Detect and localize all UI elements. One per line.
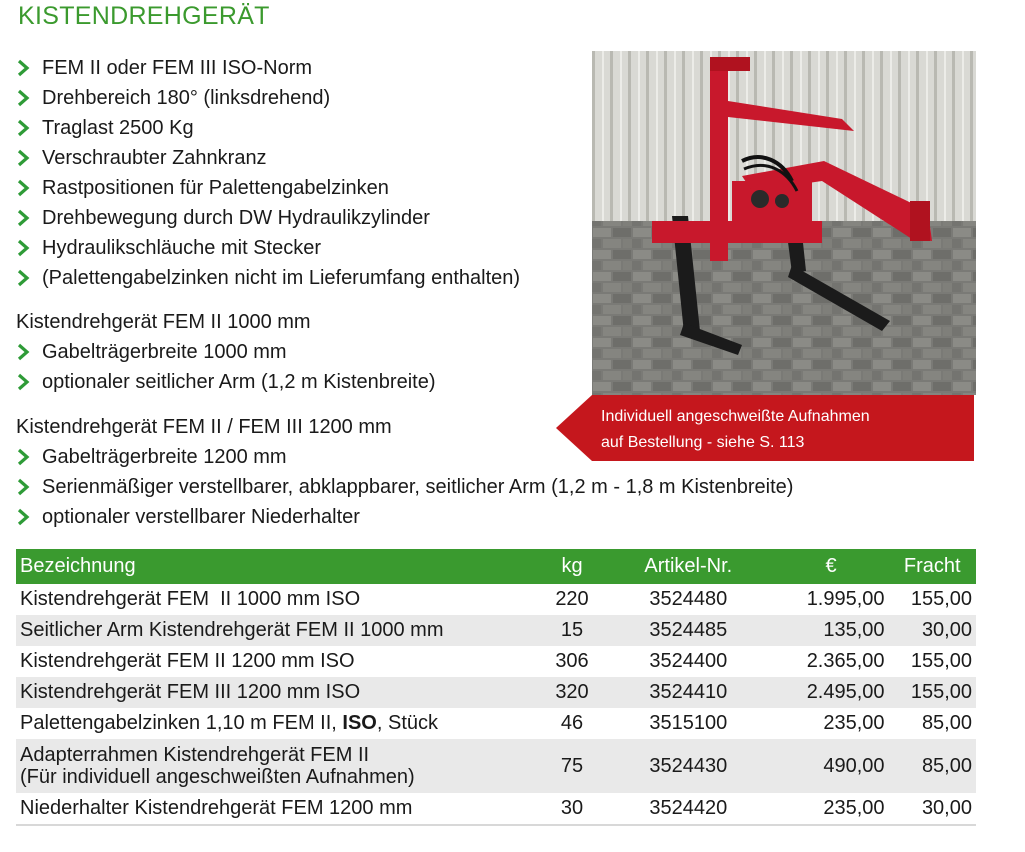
column-header-kg: kg — [541, 549, 603, 584]
cell-article-number: 3524400 — [649, 650, 728, 672]
table-row — [16, 677, 976, 708]
chevron-right-icon — [16, 89, 30, 107]
cell-kg: 46 — [560, 712, 584, 734]
chevron-right-icon — [16, 343, 30, 361]
cell-freight: 30,00 — [889, 615, 976, 646]
cell-price: 2.365,00 — [806, 650, 885, 672]
chevron-right-icon — [16, 478, 30, 496]
cell-freight: 155,00 — [910, 650, 972, 672]
column-header-price: € — [773, 549, 888, 584]
cell-name — [16, 708, 541, 739]
list-item — [16, 263, 520, 293]
cell-kg: 306 — [555, 650, 589, 672]
callout-line: auf Bestellung - siehe S. 113 — [601, 434, 805, 451]
cell-kg: 30 — [541, 793, 603, 825]
column-header-fracht: Fracht — [889, 549, 976, 584]
feature-text: Verschraubter Zahnkranz — [42, 146, 267, 169]
callout-line: Individuell angeschweißte Aufnahmen — [601, 408, 870, 425]
list-item — [16, 83, 520, 113]
table-row — [16, 708, 976, 739]
feature-text: Drehbereich 180° (linksdrehend) — [42, 86, 331, 109]
cell-price: 135,00 — [773, 615, 888, 646]
list-item — [16, 143, 520, 173]
chevron-right-icon — [16, 508, 30, 526]
chevron-right-icon — [16, 149, 30, 167]
cell-price: 1.995,00 — [806, 588, 885, 610]
section-item-text: Serienmäßiger verstellbarer, abklappbarer, seitlicher Arm (1,2 m - 1,8 m Kistenbreite) — [42, 475, 794, 498]
table-row — [16, 615, 976, 646]
cell-price: 235,00 — [773, 793, 888, 825]
cell-article-number: 3524410 — [603, 677, 773, 708]
feature-text: Rastpositionen für Palettengabelzinken — [42, 176, 389, 199]
cell-name: Kistendrehgerät FEM III 1200 mm ISO — [16, 677, 541, 708]
feature-text: Traglast 2500 Kg — [42, 116, 194, 139]
section-title: Kistendrehgerät FEM II 1000 mm — [16, 311, 311, 333]
table-row — [16, 739, 976, 793]
table-row — [16, 646, 976, 677]
cell-freight: 30,00 — [889, 793, 976, 825]
list-item — [16, 53, 520, 83]
column-header-artikel-nr: Artikel-Nr. — [603, 549, 773, 584]
feature-text: FEM II oder FEM III ISO-Norm — [42, 56, 313, 79]
section-item-text: optionaler seitlicher Arm (1,2 m Kistenbreite) — [42, 370, 436, 393]
list-item — [16, 472, 793, 502]
section-item-text: Gabelträgerbreite 1000 mm — [42, 340, 287, 363]
cell-kg: 220 — [555, 588, 589, 610]
chevron-right-icon — [16, 209, 30, 227]
list-item — [16, 203, 520, 233]
cell-article-number: 3524485 — [603, 615, 773, 646]
cell-price: 235,00 — [823, 712, 885, 734]
cell-name-line: (Für individuell angeschweißten Aufnahmen) — [20, 766, 415, 788]
page-title: KISTENDREHGERÄT — [18, 2, 270, 30]
chevron-right-icon — [16, 239, 30, 257]
chevron-right-icon — [16, 179, 30, 197]
cell-name-part: Palettengabelzinken 1,10 m FEM II, — [20, 712, 343, 734]
list-item — [16, 502, 793, 532]
cell-name: Seitlicher Arm Kistendrehgerät FEM II 1000 mm — [16, 615, 541, 646]
section-item-text: optionaler verstellbarer Niederhalter — [42, 505, 360, 528]
cell-name: Kistendrehgerät FEM II 1200 mm ISO — [20, 650, 355, 672]
feature-list — [16, 53, 520, 293]
cell-name: Kistendrehgerät FEM II 1000 mm ISO — [20, 588, 361, 610]
feature-text: Drehbewegung durch DW Hydraulikzylinder — [42, 206, 430, 229]
cell-name-part: , Stück — [376, 712, 438, 734]
list-item — [16, 173, 520, 203]
section-fem2-1000 — [16, 307, 436, 397]
table-row — [16, 584, 976, 615]
chevron-right-icon — [16, 448, 30, 466]
cell-name: Niederhalter Kistendrehgerät FEM 1200 mm — [16, 793, 541, 825]
cell-article-number: 3524480 — [649, 588, 728, 610]
list-item — [16, 113, 520, 143]
callout-text — [601, 404, 870, 456]
chevron-right-icon — [16, 373, 30, 391]
custom-mount-callout — [556, 395, 974, 461]
cell-freight: 155,00 — [889, 677, 976, 708]
table-row — [16, 793, 976, 825]
cell-name-line: Adapterrahmen Kistendrehgerät FEM II — [20, 744, 370, 766]
cell-freight: 155,00 — [910, 588, 972, 610]
chevron-right-icon — [16, 119, 30, 137]
section-item-text: Gabelträgerbreite 1200 mm — [42, 445, 287, 468]
cell-kg: 15 — [541, 615, 603, 646]
cell-article-number: 3524420 — [603, 793, 773, 825]
feature-text: Hydraulikschläuche mit Stecker — [42, 236, 321, 259]
list-item — [16, 233, 520, 263]
cell-kg: 75 — [541, 739, 603, 793]
cell-article-number: 3515100 — [649, 712, 728, 734]
cell-article-number: 3524430 — [603, 739, 773, 793]
feature-text: (Palettengabelzinken nicht im Lieferumfang enthalten) — [42, 266, 521, 289]
cell-name-iso-bold: ISO — [342, 712, 377, 734]
cell-freight: 85,00 — [889, 739, 976, 793]
cell-freight: 85,00 — [921, 712, 972, 734]
cell-name — [16, 739, 541, 793]
cell-price: 2.495,00 — [773, 677, 888, 708]
chevron-right-icon — [16, 269, 30, 287]
cell-kg: 320 — [541, 677, 603, 708]
column-header-bezeichnung: Bezeichnung — [16, 549, 541, 584]
list-item — [16, 337, 436, 367]
cell-price: 490,00 — [773, 739, 888, 793]
product-photo — [592, 51, 976, 395]
section-title: Kistendrehgerät FEM II / FEM III 1200 mm — [16, 416, 392, 438]
list-item — [16, 367, 436, 397]
chevron-right-icon — [16, 59, 30, 77]
price-table — [16, 549, 976, 826]
table-header-row — [16, 549, 976, 584]
